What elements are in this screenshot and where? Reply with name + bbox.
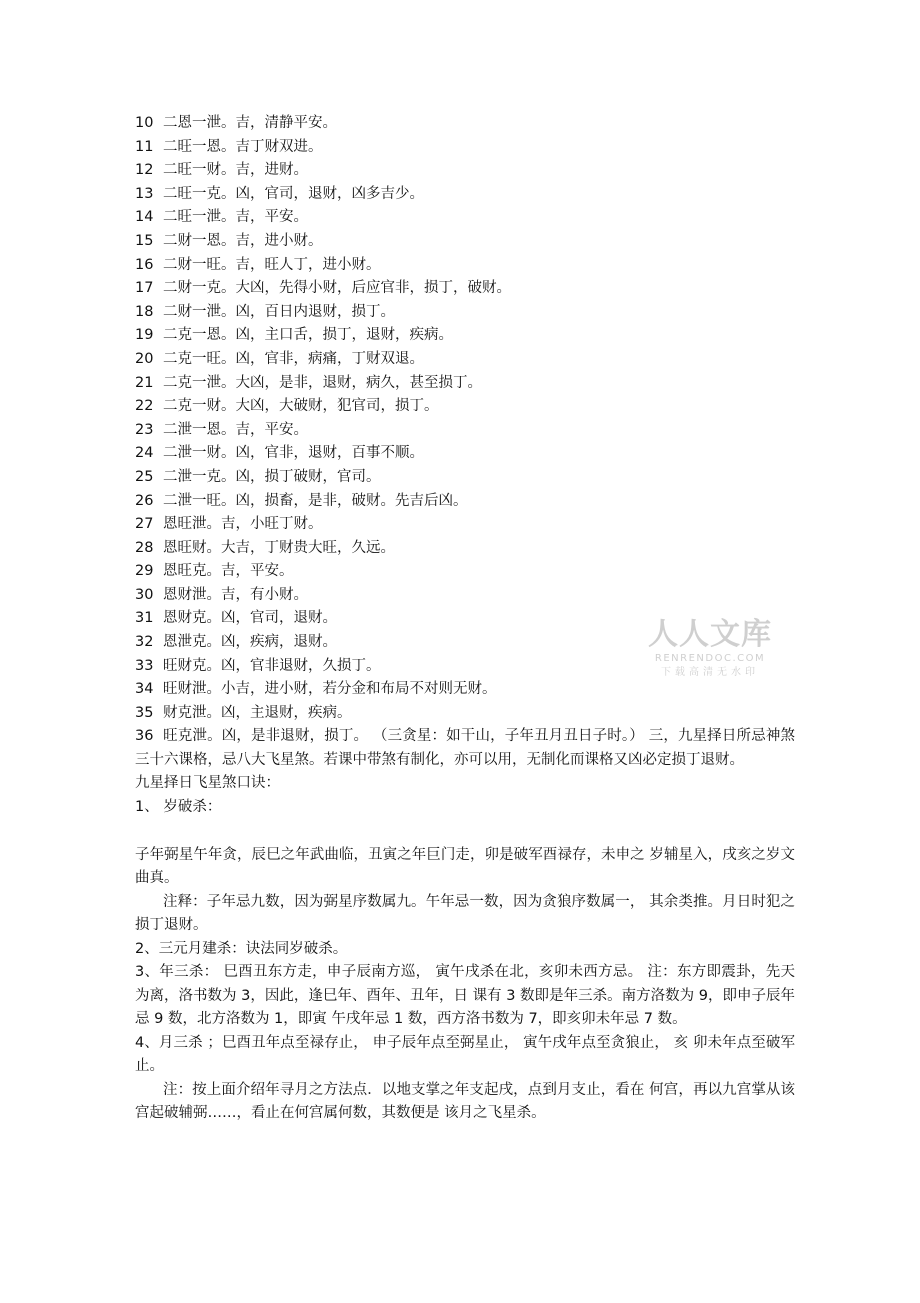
rule-number: 27 — [135, 516, 154, 533]
rule-number: 24 — [135, 445, 154, 462]
rule-text: 恩泄克。凶，疾病，退财。 — [163, 634, 337, 651]
rule-line — [135, 159, 795, 183]
item-1-title: 1、 岁破杀： — [135, 799, 222, 816]
rule-number: 14 — [135, 209, 154, 226]
rule-line — [135, 513, 795, 537]
spacer — [135, 820, 795, 844]
rule-line — [135, 301, 795, 325]
rule-line — [135, 348, 795, 372]
rule-number: 31 — [135, 610, 154, 627]
rule-line — [135, 442, 795, 466]
rule-text: 恩旺财。大吉，丁财贵大旺，久远。 — [163, 539, 395, 556]
rule-number: 32 — [135, 634, 154, 651]
rule-number: 25 — [135, 468, 154, 485]
rule-text: 旺克泄。凶，是非退财，损丁。 （三贪星：如干山，子年丑月丑日子时。） 三，九星择日所忌神煞 三十六课格，忌八大飞星煞。若课中带煞有制化，亦可以用，无制化而课格又凶必定损丁退财。 — [135, 728, 795, 768]
rule-number: 10 — [135, 115, 154, 131]
rule-line — [135, 254, 795, 278]
rule-number: 15 — [135, 232, 154, 249]
rule-line — [135, 678, 795, 702]
note-4: 注：按上面介绍年寻月之方法点．以地支掌之年支起戌，点到月支止，看在 何宫，再以九宫掌从该宫起破辅弼……，看止在何宫属何数，其数便是 该月之飞星杀。 — [135, 1081, 795, 1122]
rule-number: 36 — [135, 728, 154, 745]
rule-line — [135, 372, 795, 396]
rule-text: 二旺一克。凶，官司，退财，凶多吉少。 — [163, 185, 424, 202]
rule-number: 30 — [135, 586, 154, 603]
rule-number: 12 — [135, 162, 154, 179]
rule-number: 20 — [135, 350, 154, 367]
rule-line — [135, 490, 795, 514]
rule-number: 33 — [135, 657, 154, 674]
rule-number: 21 — [135, 374, 154, 391]
rule-line — [135, 560, 795, 584]
rule-text: 二旺一恩。吉丁财双进。 — [163, 138, 323, 155]
rule-number: 18 — [135, 303, 154, 320]
rule-line — [135, 183, 795, 207]
rule-number: 28 — [135, 539, 154, 556]
rule-text: 恩旺泄。吉，小旺丁财。 — [163, 516, 323, 533]
rule-text: 二旺一泄。吉，平安。 — [163, 209, 308, 226]
watermark-subtitle: 下载高清无水印 — [661, 667, 759, 678]
rule-text: 二泄一旺。凶，损畜，是非，破财。先吉后凶。 — [163, 492, 468, 509]
rule-number: 26 — [135, 492, 154, 509]
rule-number: 23 — [135, 421, 154, 438]
rule-number: 29 — [135, 563, 154, 580]
rule-text: 二财一旺。吉，旺人丁，进小财。 — [163, 256, 381, 273]
rule-line — [135, 537, 795, 561]
rule-line — [135, 277, 795, 301]
rule-text: 二克一恩。凶，主口舌，损丁，退财，疾病。 — [163, 327, 453, 344]
rule-text: 恩财泄。吉，有小财。 — [163, 586, 308, 603]
rule-line — [135, 324, 795, 348]
rule-text: 旺财泄。小吉，进小财，若分金和布局不对则无财。 — [163, 681, 497, 698]
item-2: 2、三元月建杀：诀法同岁破杀。 — [135, 940, 348, 957]
rule-text: 财克泄。凶，主退财，疾病。 — [163, 704, 352, 721]
rule-number: 34 — [135, 681, 154, 698]
rule-number: 13 — [135, 185, 154, 202]
rule-text: 二财一克。大凶，先得小财，后应官非，损丁，破财。 — [163, 280, 511, 297]
rule-line — [135, 136, 795, 160]
rule-number: 16 — [135, 256, 154, 273]
note-1: 注释：子年忌九数，因为弼星序数属九。午年忌一数，因为贪狼序数属一， 其余类推。月日时犯之损丁退财。 — [135, 893, 795, 934]
rule-line — [135, 206, 795, 230]
section-heading: 九星择日飞星煞口诀： — [135, 775, 280, 792]
item-3: 3、年三杀： 巳酉丑东方走，申子辰南方巡， 寅午戌杀在北，亥卯未西方忌。 注：东方即震卦，先天为离，洛书数为 3，因此，逢巳年、酉年、丑年，日 课有 3 数即是年三杀。南方洛数为 9，即申子辰年忌 9 数，北方洛数为 1，即寅 午戌年忌 1 数，西方洛书数为 7，即亥卯未年忌 7 数。 — [135, 964, 795, 1028]
rule-number: 22 — [135, 398, 154, 415]
watermark-url: RENRENDOC.COM — [654, 653, 766, 664]
rule-text: 二克一财。大凶，大破财，犯官司，损丁。 — [163, 398, 439, 415]
watermark-title: 人人文库 — [648, 617, 772, 652]
rule-text: 恩旺克。吉，平安。 — [163, 563, 294, 580]
rule-line — [135, 230, 795, 254]
rule-number: 35 — [135, 704, 154, 721]
rule-line — [135, 395, 795, 419]
verse-1: 子年弼星午年贪，辰巳之年武曲临，丑寅之年巨门走，卯是破军酉禄存，未申之 岁辅星入，戌亥之岁文曲真。 — [135, 846, 795, 887]
rule-number: 11 — [135, 138, 154, 155]
rule-text: 二泄一财。凶，官非，退财，百事不顺。 — [163, 445, 424, 462]
rule-text: 二财一恩。吉，进小财。 — [163, 232, 323, 249]
rule-text: 二财一泄。凶，百日内退财，损丁。 — [163, 303, 395, 320]
rule-text: 二泄一恩。吉，平安。 — [163, 421, 308, 438]
rule-number: 17 — [135, 280, 154, 297]
rule-text: 二克一泄。大凶，是非，退财，病久，甚至损丁。 — [163, 374, 482, 391]
rule-number: 19 — [135, 327, 154, 344]
rule-line — [135, 419, 795, 443]
rule-line — [135, 702, 795, 726]
rule-text: 二泄一克。凶，损丁破财，官司。 — [163, 468, 381, 485]
rule-36 — [135, 725, 795, 772]
rule-line — [135, 584, 795, 608]
rule-text: 二克一旺。凶，官非，病痛，丁财双退。 — [163, 350, 424, 367]
rule-text: 二旺一财。吉，进财。 — [163, 162, 308, 179]
rule-text: 二恩一泄。吉，清静平安。 — [163, 115, 337, 131]
rule-line — [135, 466, 795, 490]
item-4: 4、月三杀 ；巳酉丑年点至禄存止， 申子辰年点至弼星止， 寅午戌年点至贪狼止， 亥 卯未年点至破军止。 — [135, 1034, 795, 1075]
rule-text: 恩财克。凶，官司，退财。 — [163, 610, 337, 627]
rule-line — [135, 112, 795, 136]
rule-text: 旺财克。凶，官非退财，久损丁。 — [163, 657, 381, 674]
watermark — [640, 618, 780, 680]
